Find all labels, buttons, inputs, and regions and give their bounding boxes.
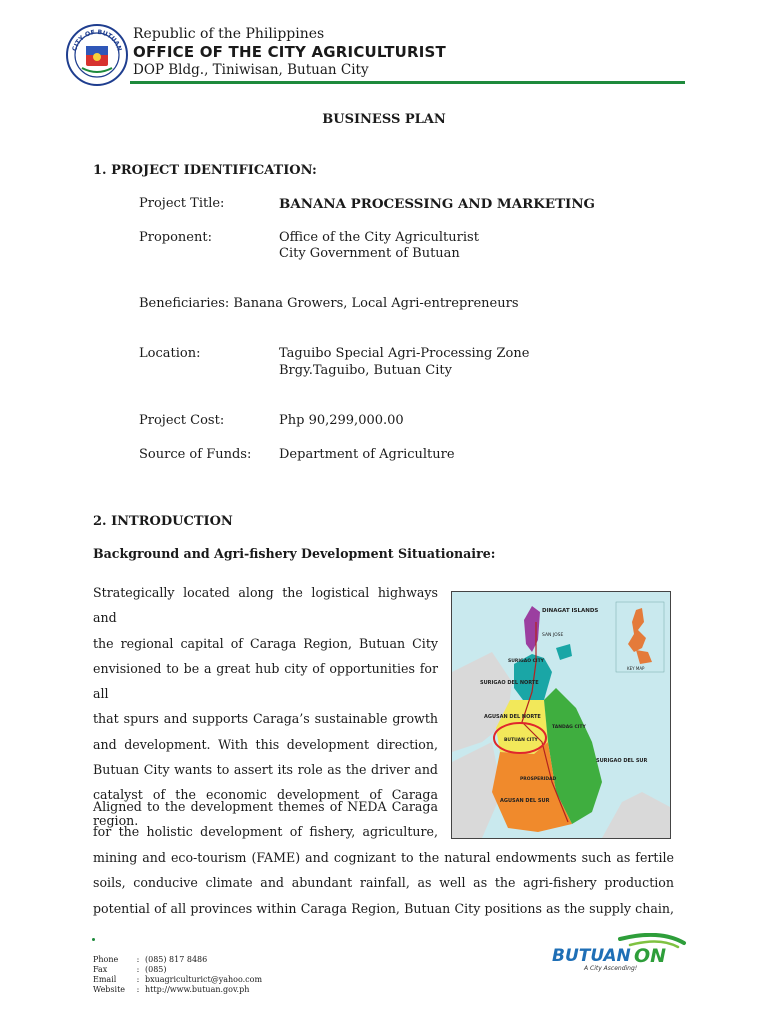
- location-value-line2: Brgy.Taguibo, Butuan City: [279, 363, 452, 378]
- intro-paragraph-2-top: [93, 794, 438, 845]
- map-label: KEY MAP: [627, 666, 645, 671]
- section-2-subheading: Background and Agri-fishery Development Situationaire:: [93, 546, 496, 561]
- map-label: SURIGAO DEL SUR: [596, 758, 648, 764]
- project-title-value: BANANA PROCESSING AND MARKETING: [279, 196, 595, 212]
- svg-text:A City Ascending!: A City Ascending!: [584, 965, 638, 972]
- map-label: AGUSAN DEL SUR: [500, 798, 550, 804]
- paragraph-line: Butuan City wants to assert its role as the driver and: [93, 762, 438, 778]
- section-1-heading: 1. PROJECT IDENTIFICATION:: [93, 163, 317, 178]
- map-label: SURIGAO CITY: [508, 659, 544, 664]
- proponent-label: Proponent:: [139, 230, 212, 245]
- project-cost-label: Project Cost:: [139, 413, 225, 428]
- proponent-value-line1: Office of the City Agriculturist: [279, 230, 479, 245]
- header-address: DOP Bldg., Tiniwisan, Butuan City: [133, 62, 369, 78]
- paragraph-line: that spurs and supports Caraga’s sustainable growth: [93, 711, 438, 727]
- map-label: AGUSAN DEL NORTE: [484, 714, 541, 720]
- contact-footer: [93, 955, 262, 995]
- proponent-value-line2: City Government of Butuan: [279, 246, 460, 261]
- paragraph-line: catalyst of the economic development of Caraga: [93, 787, 438, 803]
- source-of-funds-label: Source of Funds:: [139, 447, 252, 462]
- header-republic: Republic of the Philippines: [133, 26, 325, 42]
- header-office-name: OFFICE OF THE CITY AGRICULTURIST: [133, 43, 446, 61]
- svg-text:CITY OF BUTUAN: CITY OF BUTUAN: [71, 28, 123, 52]
- svg-text:ON: ON: [634, 945, 667, 967]
- footer-email-row: Email : bxuagriculturict@yahoo.com: [93, 975, 263, 984]
- paragraph-line: region.: [93, 812, 139, 828]
- map-label: SURIGAO DEL NORTE: [480, 680, 539, 686]
- paragraph-line: Strategically located along the logistical highways and: [93, 585, 438, 626]
- section-2-heading: 2. INTRODUCTION: [93, 514, 233, 529]
- location-label: Location:: [139, 346, 201, 361]
- footer-bullet: [92, 938, 95, 941]
- paragraph-line: mining and eco-tourism (FAME) and cognizant to the natural endowments such as fertile: [93, 850, 674, 865]
- beneficiaries-line: Beneficiaries: Banana Growers, Local Agri-entrepreneurs: [139, 296, 519, 311]
- map-graphic: [452, 592, 670, 838]
- city-seal-logo: [66, 24, 128, 86]
- paragraph-line: Aligned to the development themes of NEDA Caraga: [93, 799, 438, 814]
- map-label: SAN JOSE: [542, 633, 564, 638]
- map-label: TANDAG CITY: [552, 725, 586, 730]
- footer-phone-row: Phone : (085) 817 8486: [93, 955, 208, 964]
- paragraph-line: and development. With this development direction,: [93, 736, 438, 752]
- caraga-region-map: [451, 591, 671, 839]
- project-cost-value: Php 90,299,000.00: [279, 413, 404, 428]
- project-title-label: Project Title:: [139, 196, 225, 211]
- intro-paragraph-2-bottom: [93, 845, 674, 921]
- map-label: BUTUAN CITY: [504, 738, 538, 743]
- butuan-on-logo: [550, 933, 690, 973]
- paragraph-line: potential of all provinces within Caraga Region, Butuan City positions as the supply chain,: [93, 900, 674, 916]
- header-divider: [130, 81, 685, 84]
- map-label: PROSPERIDAD: [520, 777, 557, 782]
- map-label: DINAGAT ISLANDS: [542, 608, 599, 614]
- paragraph-line: for the holistic development of fishery, agriculture,: [93, 824, 438, 840]
- location-value-line1: Taguibo Special Agri-Processing Zone: [279, 346, 530, 361]
- paragraph-line: envisioned to be a great hub city of opportunities for all: [93, 660, 438, 702]
- svg-text:BUTUAN: BUTUAN: [552, 946, 631, 966]
- paragraph-line: soils, conducive climate and abundant rainfall, as well as the agri-fishery production: [93, 875, 674, 891]
- source-of-funds-value: Department of Agriculture: [279, 447, 455, 462]
- paragraph-line: the regional capital of Caraga Region, Butuan City: [93, 635, 438, 651]
- footer-fax-row: Fax : (085): [93, 965, 167, 974]
- footer-website-row: Website : http://www.butuan.gov.ph: [93, 985, 250, 994]
- document-title: BUSINESS PLAN: [322, 112, 446, 127]
